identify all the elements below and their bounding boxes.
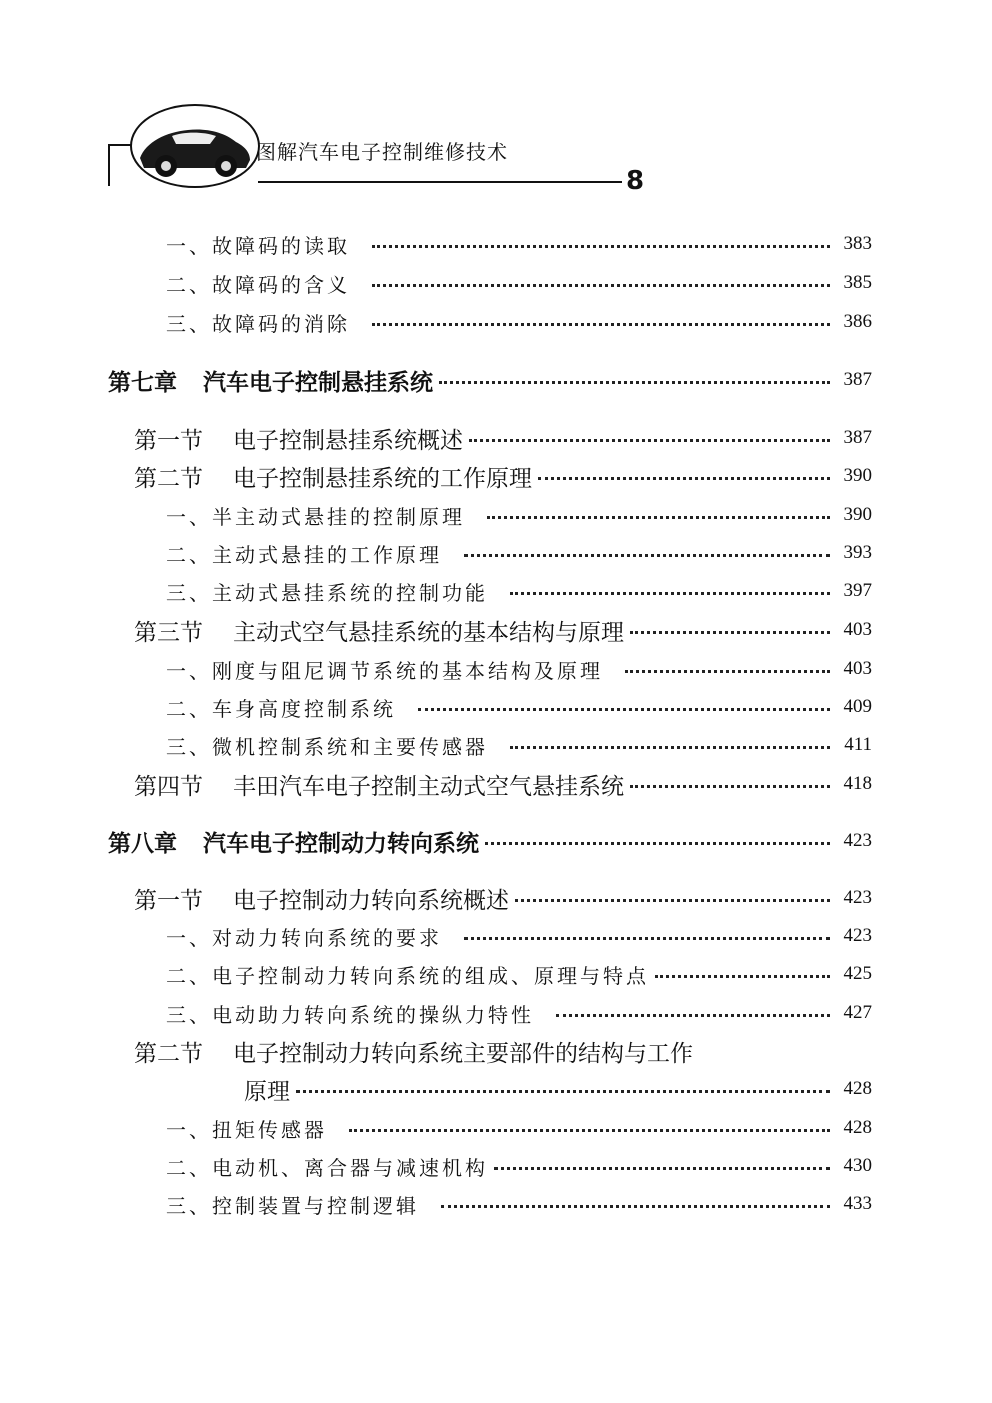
- toc-entry-label: 二、电动机、离合器与减速机构: [166, 1155, 488, 1180]
- toc-entry-page: 423: [843, 887, 872, 908]
- section-title: 电子控制动力转向系统概述: [233, 887, 509, 914]
- leader-dots: [510, 592, 830, 595]
- toc-entry-page: 387: [843, 369, 872, 390]
- toc-entry-label: 二、电子控制动力转向系统的组成、原理与特点: [166, 963, 649, 988]
- leader-dots: [630, 631, 830, 634]
- leader-dots: [625, 670, 830, 673]
- toc-entry[interactable]: [166, 307, 872, 337]
- toc-entry-page: 411: [844, 734, 872, 755]
- toc-entry-label: 二、车身高度控制系统: [166, 696, 396, 721]
- leader-dots: [655, 975, 830, 978]
- toc-entry-page: 385: [843, 272, 872, 293]
- leader-dots: [487, 516, 830, 519]
- toc-entry-page: 428: [843, 1078, 872, 1099]
- toc-entry-page: 390: [843, 465, 872, 486]
- leader-dots: [464, 554, 830, 557]
- leader-dots: [630, 785, 830, 788]
- chapter-number: 第八章: [108, 830, 177, 857]
- leader-dots: [485, 842, 830, 845]
- toc-section[interactable]: [134, 461, 872, 491]
- toc-entry-label: 一、扭矩传感器: [166, 1117, 327, 1142]
- toc-entry-page: 428: [843, 1117, 872, 1138]
- toc-entry-page: 430: [843, 1155, 872, 1176]
- toc-section[interactable]: [134, 423, 872, 453]
- toc-entry[interactable]: [166, 654, 872, 684]
- toc-section-continued[interactable]: [244, 1074, 872, 1104]
- toc-section[interactable]: [134, 615, 872, 645]
- toc-chapter[interactable]: [108, 826, 872, 856]
- toc-entry-label: 三、故障码的消除: [166, 311, 350, 336]
- toc-entry-label: 二、故障码的含义: [166, 272, 350, 297]
- toc-entry-page: 390: [843, 504, 872, 525]
- toc-entry-label: 一、半主动式悬挂的控制原理: [166, 504, 465, 529]
- leader-dots: [349, 1129, 830, 1132]
- toc-entry-label: 一、对动力转向系统的要求: [166, 925, 442, 950]
- toc-entry-page: 403: [843, 658, 872, 679]
- book-title: 图解汽车电子控制维修技术: [256, 140, 508, 164]
- chapter-number: 第七章: [108, 369, 177, 396]
- toc-entry-label: 二、主动式悬挂的工作原理: [166, 542, 442, 567]
- leader-dots: [469, 439, 830, 442]
- section-title-continued: 原理: [244, 1078, 290, 1105]
- car-logo-icon: [130, 104, 260, 188]
- leader-dots: [296, 1090, 830, 1093]
- section-title: 电子控制动力转向系统主要部件的结构与工作: [233, 1040, 693, 1067]
- toc-entry-label: 一、刚度与阻尼调节系统的基本结构及原理: [166, 658, 603, 683]
- leader-dots: [441, 1205, 830, 1208]
- toc-entry-page: 427: [843, 1002, 872, 1023]
- section-number: 第四节: [134, 773, 203, 800]
- chapter-title: 汽车电子控制悬挂系统: [203, 369, 433, 396]
- leader-dots: [372, 284, 830, 287]
- leader-dots: [418, 708, 830, 711]
- toc-entry[interactable]: [166, 692, 872, 722]
- chapter-title: 汽车电子控制动力转向系统: [203, 830, 479, 857]
- leader-dots: [556, 1014, 830, 1017]
- toc-entry[interactable]: [166, 1151, 872, 1181]
- toc-entry-page: 386: [843, 311, 872, 332]
- toc-entry-page: 425: [843, 963, 872, 984]
- header-rule: [258, 181, 622, 183]
- toc-entry-page: 397: [843, 580, 872, 601]
- section-number: 第二节: [134, 465, 203, 492]
- toc-section[interactable]: [134, 1036, 872, 1066]
- toc-entry-page: 423: [843, 830, 872, 851]
- toc-entry-label: 三、控制装置与控制逻辑: [166, 1193, 419, 1218]
- toc-entry-page: 393: [843, 542, 872, 563]
- toc-entry[interactable]: [166, 229, 872, 259]
- section-number: 第一节: [134, 887, 203, 914]
- toc-entry[interactable]: [166, 538, 872, 568]
- leader-dots: [439, 381, 830, 384]
- toc-entry-page: 409: [843, 696, 872, 717]
- section-title: 丰田汽车电子控制主动式空气悬挂系统: [233, 773, 624, 800]
- leader-dots: [464, 937, 830, 940]
- toc-entry-page: 403: [843, 619, 872, 640]
- section-number: 第一节: [134, 427, 203, 454]
- toc-section[interactable]: [134, 769, 872, 799]
- toc-entry-page: 418: [843, 773, 872, 794]
- leader-dots: [494, 1167, 830, 1170]
- toc-entry-page: 433: [843, 1193, 872, 1214]
- leader-dots: [515, 899, 830, 902]
- leader-dots: [372, 245, 830, 248]
- section-number: 第二节: [134, 1040, 203, 1067]
- leader-dots: [510, 746, 830, 749]
- toc-entry[interactable]: [166, 576, 872, 606]
- toc-entry-label: 三、主动式悬挂系统的控制功能: [166, 580, 488, 605]
- toc-entry-page: 383: [843, 233, 872, 254]
- toc-chapter[interactable]: [108, 365, 872, 395]
- section-number: 第三节: [134, 619, 203, 646]
- toc-entry-page: 423: [843, 925, 872, 946]
- toc-entry[interactable]: [166, 921, 872, 951]
- toc-section[interactable]: [134, 883, 872, 913]
- toc-entry[interactable]: [166, 730, 872, 760]
- leader-dots: [372, 323, 830, 326]
- section-title: 电子控制悬挂系统概述: [233, 427, 463, 454]
- leader-dots: [538, 477, 830, 480]
- toc-entry[interactable]: [166, 1189, 872, 1219]
- toc-entry-label: 三、电动助力转向系统的操纵力特性: [166, 1002, 534, 1027]
- section-title: 电子控制悬挂系统的工作原理: [233, 465, 532, 492]
- section-title: 主动式空气悬挂系统的基本结构与原理: [233, 619, 624, 646]
- toc-entry[interactable]: [166, 1113, 872, 1143]
- toc-entry-label: 一、故障码的读取: [166, 233, 350, 258]
- toc-entry[interactable]: [166, 959, 872, 989]
- toc-entry[interactable]: [166, 500, 872, 530]
- page-number: 8: [626, 166, 645, 196]
- toc-entry-label: 三、微机控制系统和主要传感器: [166, 734, 488, 759]
- toc-entry[interactable]: [166, 268, 872, 298]
- toc-entry[interactable]: [166, 998, 872, 1028]
- toc-entry-page: 387: [843, 427, 872, 448]
